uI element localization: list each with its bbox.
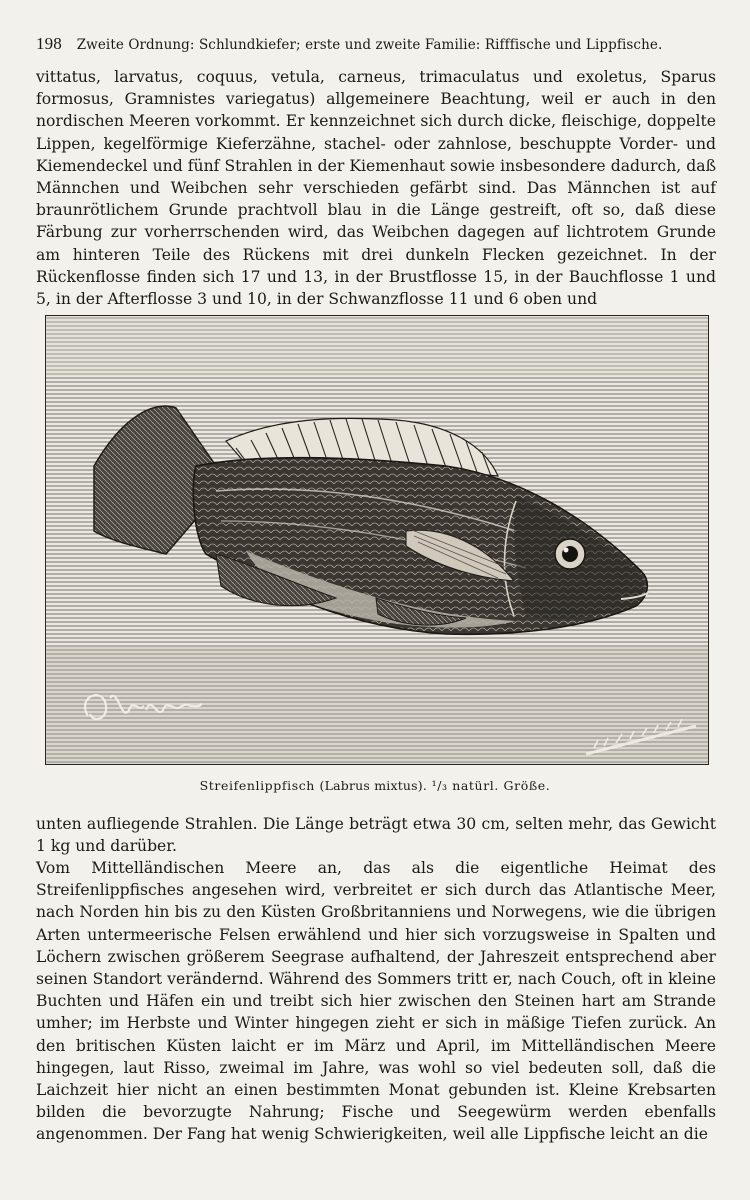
paragraph-distribution: Vom Mittelländischen Meere an, das als die eigentliche Heimat des Streifenlippfisches angesehen wird, verbreitet er sich durch das Atlantische Meer, nach Norden hin bis zu den Küsten Großbritanniens und Norwegens, wie die übrigen Arten untermeerische Felsen erwählend und hier sich vorzugsweise in Spalten und Löchern zwischen größerem Seegrase aufhaltend, der Jahreszeit entsprechend aber seinen Standort verändernd. Während des Sommers tritt er, nach Couch, oft in kleine Buchten und Häfen ein und treibt sich hier zwischen den Steinen hart am Strande umher; im Herbste und Winter hingegen zieht er sich in mäßige Tiefen zurück. An den britischen Küsten laicht er im März und April, im Mittelländischen Meere hingegen, laut Risso, zweimal im Jahre, was wohl so viel bedeuten soll, daß die Laichzeit hier nicht an einen bestimmten Monat gebunden ist. Kleine Krebsarten bilden die bevorzugte Nahrung; Fische und Seegewürm werden ebenfalls angenommen. Der Fang hat wenig Schwierigkeiten, weil alle Lippfische leicht an die [36, 859, 716, 1144]
running-header [36, 34, 716, 54]
caption-name: Streifenlippfisch [199, 778, 315, 793]
caption-latin: (Labrus mixtus). [319, 778, 428, 793]
fish-engraving [46, 316, 708, 764]
paragraph-continuation: unten aufliegende Strahlen. Die Länge beträgt etwa 30 cm, selten mehr, das Gewicht 1 kg und darüber. [36, 815, 716, 856]
caption-scale: ¹/₃ natürl. Größe. [431, 778, 551, 793]
paragraph-intro: vittatus, larvatus, coquus, vetula, carneus, trimaculatus und exoletus, Sparus formosus, Gramnistes variegatus) allgemeinere Beachtung, weil er auch in den nordischen Meeren vorkommt. Er kennzeichnet sich durch dicke, fleischige, doppelte Lippen, kegelförmige Kieferzähne, stachel- oder zahnlose, beschuppte Vorder- und Kiemendeckel und fünf Strahlen in der Kiemenhaut sowie insbesondere dadurch, daß Männchen und Weibchen sehr verschieden gefärbt sind. Das Männchen ist auf braunrötlichem Grunde prachtvoll blau in die Länge gestreift, oft so, daß diese Färbung zur vorherrschenden wird, das Weibchen dagegen auf lichtrotem Grunde am hinteren Teile des Rückens mit drei dunkeln Flecken gezeichnet. In der Rückenflosse finden sich 17 und 13, in der Brustflosse 15, in der Bauchflosse 1 und 5, in der Afterflosse 3 und 10, in der Schwanzflosse 11 und 6 oben und [36, 68, 716, 309]
running-title: Zweite Ordnung: Schlundkiefer; erste und zweite Familie: Rifffische und Lippfische. [76, 37, 663, 53]
fish-illustration [45, 315, 709, 765]
figure-caption [0, 778, 750, 793]
page-number: 198 [36, 34, 62, 53]
